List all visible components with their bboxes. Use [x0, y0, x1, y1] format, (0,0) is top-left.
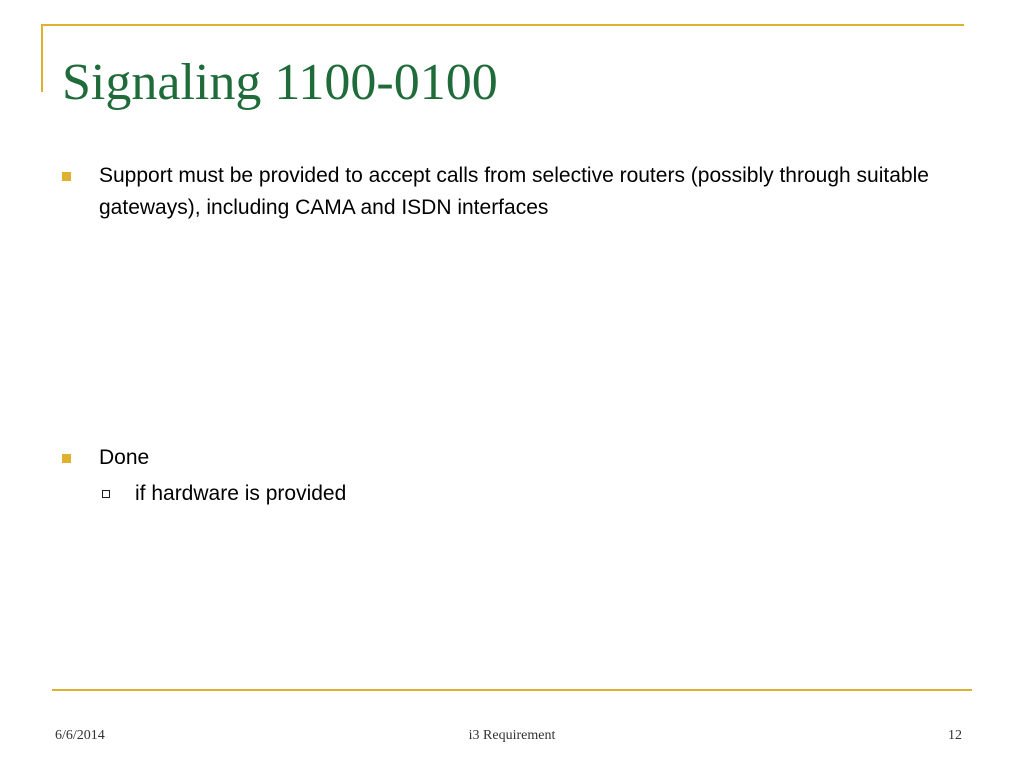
frame-left-rule	[41, 24, 43, 92]
frame-top-rule	[41, 24, 964, 26]
footer-title: i3 Requirement	[468, 728, 556, 743]
page-number: 12	[948, 728, 962, 743]
footer-rule	[52, 689, 972, 691]
bullet-item	[62, 442, 942, 474]
bullet-text: Support must be provided to accept calls from selective routers (possibly through suitable gateways), including CAMA and ISDN interfaces	[99, 164, 929, 219]
bullet-text: Done	[99, 446, 150, 469]
sub-bullet-item	[102, 478, 346, 510]
footer-date: 6/6/2014	[55, 728, 105, 743]
bullet-item	[62, 160, 942, 224]
square-bullet-icon	[62, 172, 71, 181]
square-bullet-icon	[62, 454, 71, 463]
hollow-square-bullet-icon	[102, 490, 110, 498]
slide-title: Signaling 1100-0100	[62, 54, 498, 111]
sub-bullet-text: if hardware is provided	[135, 482, 347, 505]
